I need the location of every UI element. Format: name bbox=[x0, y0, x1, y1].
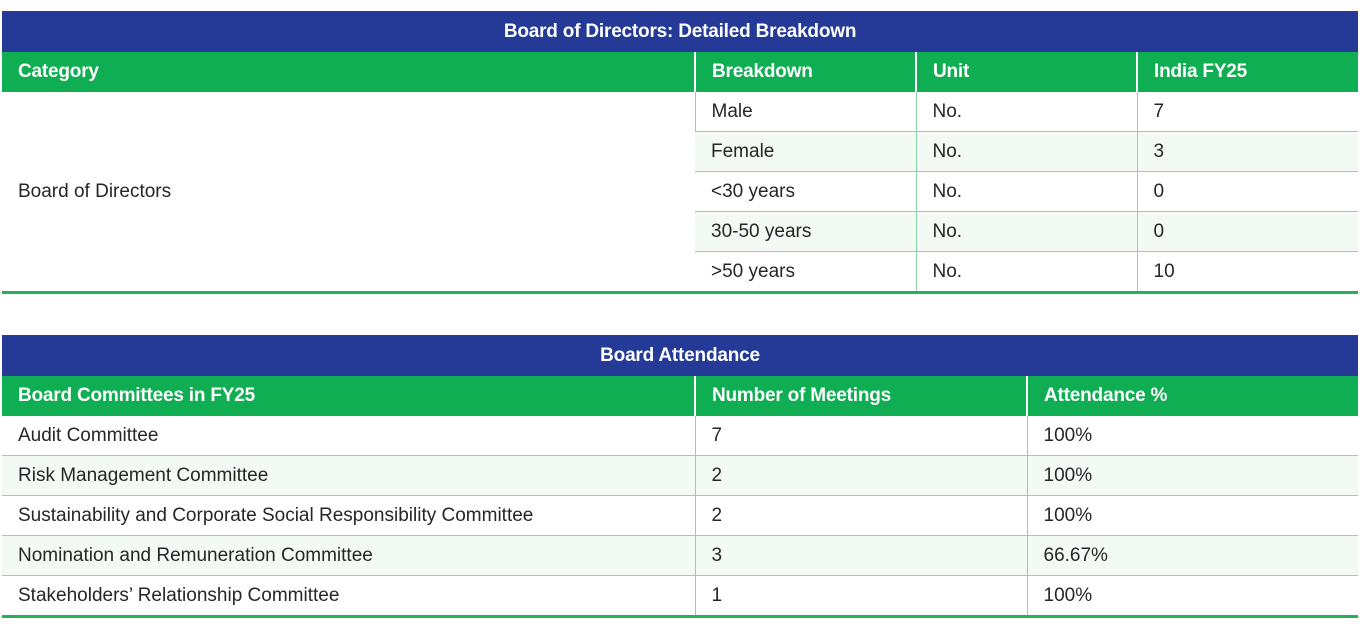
column-header: Unit bbox=[916, 52, 1137, 92]
meetings-cell: 7 bbox=[695, 416, 1027, 456]
unit-cell: No. bbox=[916, 252, 1137, 293]
table-row bbox=[2, 536, 1358, 576]
table-title: Board of Directors: Detailed Breakdown bbox=[2, 11, 1358, 52]
board-attendance-table bbox=[2, 335, 1358, 618]
breakdown-cell: <30 years bbox=[695, 172, 916, 212]
committee-cell: Sustainability and Corporate Social Responsibility Committee bbox=[2, 496, 695, 536]
table-row bbox=[2, 576, 1358, 617]
committee-cell: Stakeholders’ Relationship Committee bbox=[2, 576, 695, 617]
value-cell: 7 bbox=[1137, 92, 1358, 132]
value-cell: 0 bbox=[1137, 212, 1358, 252]
table-row bbox=[2, 456, 1358, 496]
value-cell: 0 bbox=[1137, 172, 1358, 212]
attendance-cell: 100% bbox=[1027, 496, 1358, 536]
table-row bbox=[2, 92, 1358, 132]
breakdown-cell: Male bbox=[695, 92, 916, 132]
breakdown-cell: Female bbox=[695, 132, 916, 172]
breakdown-cell: >50 years bbox=[695, 252, 916, 293]
table-row bbox=[2, 416, 1358, 456]
column-header: Category bbox=[2, 52, 695, 92]
committee-cell: Risk Management Committee bbox=[2, 456, 695, 496]
attendance-cell: 100% bbox=[1027, 416, 1358, 456]
committee-cell: Nomination and Remuneration Committee bbox=[2, 536, 695, 576]
table-row bbox=[2, 496, 1358, 536]
column-header: Breakdown bbox=[695, 52, 916, 92]
attendance-cell: 66.67% bbox=[1027, 536, 1358, 576]
meetings-cell: 2 bbox=[695, 456, 1027, 496]
unit-cell: No. bbox=[916, 132, 1137, 172]
unit-cell: No. bbox=[916, 212, 1137, 252]
table-title: Board Attendance bbox=[2, 335, 1358, 376]
category-cell: Board of Directors bbox=[2, 92, 695, 293]
column-header: Attendance % bbox=[1027, 376, 1358, 416]
meetings-cell: 2 bbox=[695, 496, 1027, 536]
value-cell: 3 bbox=[1137, 132, 1358, 172]
board-directors-table bbox=[2, 11, 1358, 294]
committee-cell: Audit Committee bbox=[2, 416, 695, 456]
meetings-cell: 1 bbox=[695, 576, 1027, 617]
column-header: Number of Meetings bbox=[695, 376, 1027, 416]
unit-cell: No. bbox=[916, 92, 1137, 132]
value-cell: 10 bbox=[1137, 252, 1358, 293]
breakdown-cell: 30-50 years bbox=[695, 212, 916, 252]
column-header: India FY25 bbox=[1137, 52, 1358, 92]
unit-cell: No. bbox=[916, 172, 1137, 212]
attendance-cell: 100% bbox=[1027, 576, 1358, 617]
attendance-cell: 100% bbox=[1027, 456, 1358, 496]
column-header: Board Committees in FY25 bbox=[2, 376, 695, 416]
meetings-cell: 3 bbox=[695, 536, 1027, 576]
